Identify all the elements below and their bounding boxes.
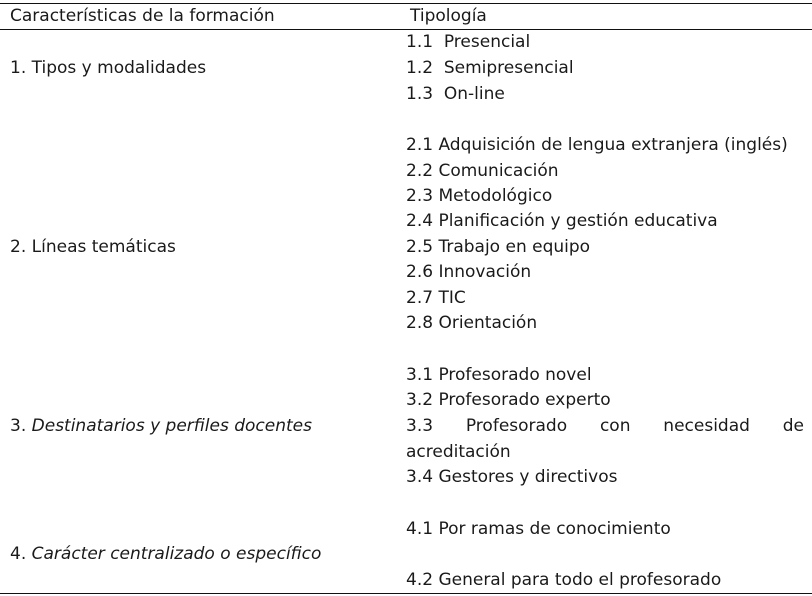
item-4-1: 4.1 Por ramas de conocimiento <box>406 519 671 539</box>
item-2-2: 2.2 Comunicación <box>406 161 559 181</box>
category-1: 1. Tipos y modalidades <box>10 58 207 78</box>
table-bottom-rule <box>0 593 812 594</box>
category-3: 3. Destinatarios y perfiles docentes <box>10 416 312 436</box>
item-2-3: 2.3 Metodológico <box>406 186 553 206</box>
category-2: 2. Líneas temáticas <box>10 237 176 257</box>
item-2-7: 2.7 TIC <box>406 288 466 308</box>
item-3-1: 3.1 Profesorado novel <box>406 365 592 385</box>
item-3-3: 3.3 Profesorado con necesidad de <box>406 416 804 436</box>
item-1-3: 1.3 On-line <box>406 84 505 104</box>
item-2-6: 2.6 Innovación <box>406 262 532 282</box>
header-bottom-rule <box>0 29 812 30</box>
item-3-4: 3.4 Gestores y directivos <box>406 467 618 487</box>
item-1-2: 1.2 Semipresencial <box>406 58 574 78</box>
table-top-rule <box>0 3 812 4</box>
item-1-1: 1.1 Presencial <box>406 32 531 52</box>
item-2-4: 2.4 Planificación y gestión educativa <box>406 211 718 231</box>
category-4: 4. Carácter centralizado o específico <box>10 544 322 564</box>
header-typology: Tipología <box>410 6 487 26</box>
item-3-3-continuation: acreditación <box>406 442 511 462</box>
header-characteristics: Características de la formación <box>10 6 275 26</box>
item-4-2: 4.2 General para todo el profesorado <box>406 570 722 590</box>
item-3-2: 3.2 Profesorado experto <box>406 390 611 410</box>
item-2-1: 2.1 Adquisición de lengua extranjera (inglés) <box>406 135 788 155</box>
item-2-5: 2.5 Trabajo en equipo <box>406 237 591 257</box>
item-2-8: 2.8 Orientación <box>406 313 538 333</box>
